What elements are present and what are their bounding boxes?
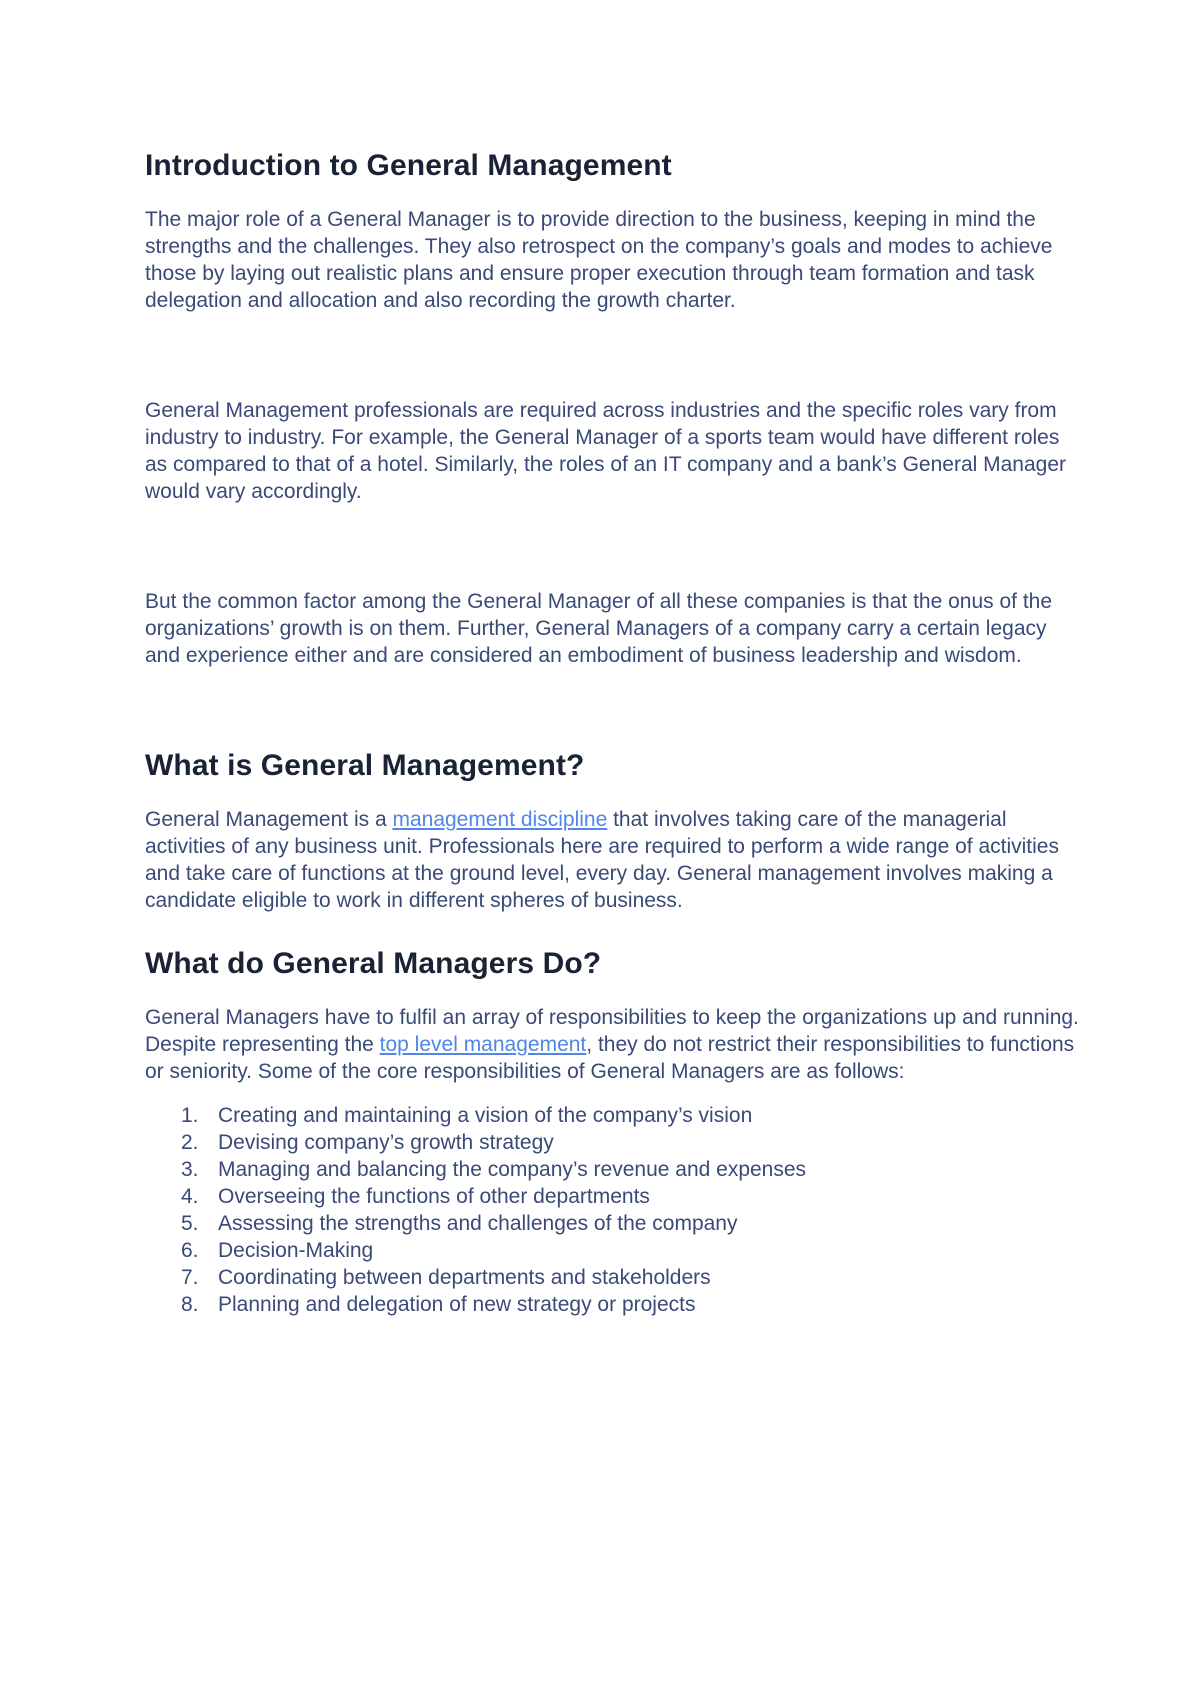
list-item-number: 7.: [181, 1266, 199, 1289]
list-item-number: 1.: [181, 1104, 199, 1127]
heading-what-do-general-managers-do: What do General Managers Do?: [145, 947, 602, 980]
list-item: [145, 1183, 1080, 1210]
paragraph-definition: [145, 806, 1080, 914]
list-item: [145, 1129, 1080, 1156]
responsibilities-list: [145, 1102, 1080, 1318]
list-item-text: Managing and balancing the company’s revenue and expenses: [218, 1158, 807, 1181]
list-item-text: Planning and delegation of new strategy or projects: [218, 1293, 696, 1316]
paragraph-responsibilities-intro: [145, 1004, 1080, 1085]
list-item-number: 2.: [181, 1131, 199, 1154]
list-item-number: 8.: [181, 1293, 199, 1316]
list-item-number: 4.: [181, 1185, 199, 1208]
top-level-management-link[interactable]: top level management: [379, 1033, 587, 1056]
list-item-text: Decision-Making: [218, 1239, 374, 1262]
list-item-number: 5.: [181, 1212, 199, 1235]
list-item: [145, 1156, 1080, 1183]
list-item: [145, 1264, 1080, 1291]
heading-introduction: Introduction to General Management: [145, 149, 672, 182]
list-item-text: Creating and maintaining a vision of the company’s vision: [218, 1104, 753, 1127]
paragraph-common-factor: But the common factor among the General Manager of all these companies is that the onus of the organizations’ growth is on them. Further, General Managers of a company carry a certain legacy and experience either and are considered an embodiment of business leadership and wisdom.: [145, 590, 1053, 667]
list-item-text: Assessing the strengths and challenges of the company: [218, 1212, 738, 1235]
list-item-number: 6.: [181, 1239, 199, 1262]
definition-text-after: that involves taking care of the managerial activities of any business unit. Professionals here are required to perform a wide range of activities and take care of functions at the ground level, every day. General management involves making a candidate eligible to work in different spheres of business.: [145, 808, 1059, 912]
paragraph-industries: General Management professionals are required across industries and the specific roles vary from industry to industry. For example, the General Manager of a sports team would have different roles as compared to that of a hotel. Similarly, the roles of an IT company and a bank’s General Manager would vary accordingly.: [145, 399, 1067, 503]
list-item: [145, 1237, 1080, 1264]
list-item-number: 3.: [181, 1158, 199, 1181]
paragraph-role: The major role of a General Manager is to provide direction to the business, keeping in mind the strengths and the challenges. They also retrospect on the company’s goals and modes to achieve those by laying out realistic plans and ensure proper execution through team formation and task delegation and allocation and also recording the growth charter.: [145, 208, 1053, 312]
list-item-text: Overseeing the functions of other departments: [218, 1185, 650, 1208]
heading-what-is-general-management: What is General Management?: [145, 749, 585, 782]
list-item: [145, 1102, 1080, 1129]
list-item-text: Devising company’s growth strategy: [218, 1131, 554, 1154]
list-item: [145, 1210, 1080, 1237]
document-page: [145, 148, 1080, 1318]
responsibilities-text-before: General Managers have to fulfil an array of responsibilities to keep the organizations up and running. Despite representing the: [145, 1006, 1079, 1056]
definition-text-before: General Management is a: [145, 808, 393, 831]
responsibilities-text-after: , they do not restrict their responsibilities to functions or seniority. Some of the core responsibilities of General Managers are as follows:: [145, 1033, 1075, 1083]
list-item: [145, 1291, 1080, 1318]
management-discipline-link[interactable]: management discipline: [392, 808, 608, 831]
list-item-text: Coordinating between departments and stakeholders: [218, 1266, 711, 1289]
